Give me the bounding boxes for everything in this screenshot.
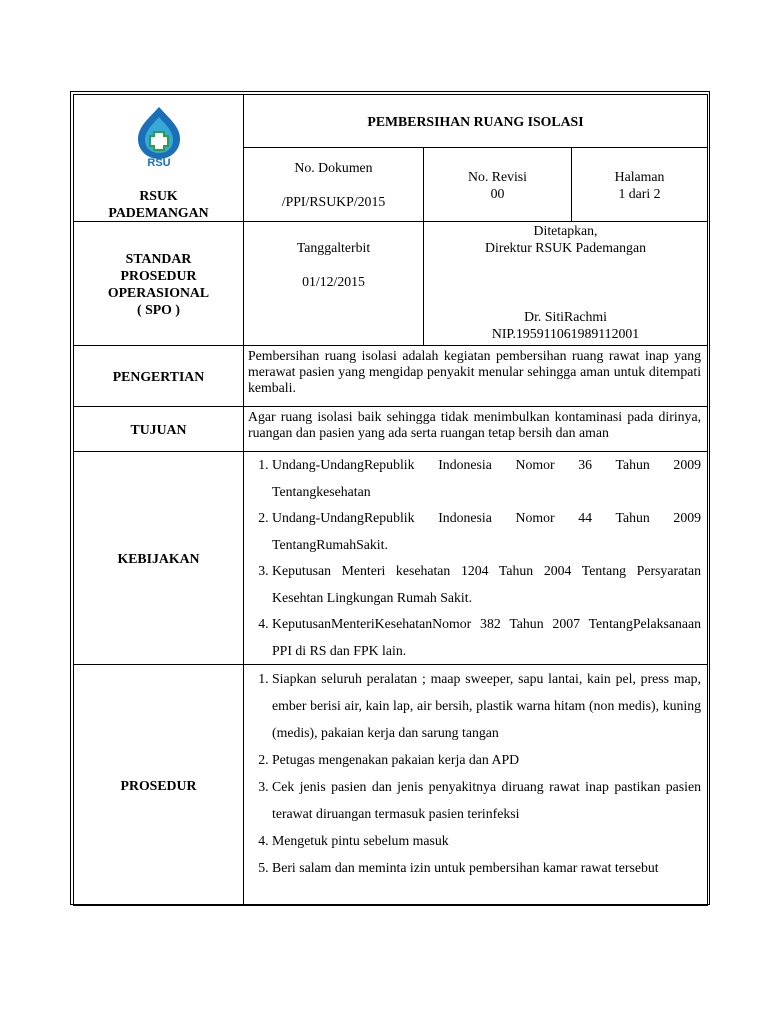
kebijakan-item-1: 1. Undang-UndangRepublik Indonesia Nomor 36 Tahun 2009 Tentangkesehatan bbox=[272, 452, 701, 505]
document-title: PEMBERSIHAN RUANG ISOLASI bbox=[244, 95, 708, 148]
spo-line2: PROSEDUR bbox=[120, 267, 197, 283]
pengertian-label: PENGERTIAN bbox=[74, 346, 244, 407]
no-revisi-label: No. Revisi bbox=[467, 168, 528, 184]
hospital-name-line1: RSUK bbox=[139, 188, 178, 203]
prosedur-item-5: 5. Beri salam dan meminta izin untuk pembersihan kamar rawat tersebut bbox=[272, 854, 701, 881]
spo-line1: STANDAR bbox=[125, 250, 192, 266]
hospital-name-line2: PADEMANGAN bbox=[108, 205, 209, 220]
tanggal-cell bbox=[244, 222, 424, 346]
spo-line4: ( SPO ) bbox=[137, 301, 180, 317]
tujuan-text: Agar ruang isolasi baik sehingga tidak menimbulkan kontaminasi pada dirinya, ruangan dan pasien yang ada serta ruangan tetap bersih dan aman bbox=[244, 407, 708, 452]
halaman-value: 1 dari 2 bbox=[618, 185, 661, 201]
direktur-text: Direktur RSUK Pademangan bbox=[485, 240, 646, 255]
ditetapkan-text: Ditetapkan, bbox=[533, 223, 598, 238]
no-dokumen-value: /PPI/RSUKP/2015 bbox=[281, 194, 386, 209]
spo-label-cell bbox=[74, 222, 244, 346]
signatory-nip: NIP.195911061989112001 bbox=[491, 326, 640, 341]
prosedur-item-1: 1. Siapkan seluruh peralatan ; maap sweeper, sapu lantai, kain pel, press map, ember berisi air, kain lap, air bersih, plastik warna hitam (non medis), kuning (medis), pakaian kerja dan sarung tangan bbox=[272, 665, 701, 746]
prosedur-label: PROSEDUR bbox=[74, 665, 244, 906]
prosedur-item-4: 4. Mengetuk pintu sebelum masuk bbox=[272, 827, 701, 854]
rsu-logo-icon bbox=[124, 103, 194, 167]
kebijakan-cell bbox=[244, 452, 708, 665]
prosedur-cell bbox=[244, 665, 708, 906]
kebijakan-item-2: 2. Undang-UndangRepublik Indonesia Nomor 44 Tahun 2009 TentangRumahSakit. bbox=[272, 505, 701, 558]
document-frame bbox=[70, 91, 710, 905]
tujuan-label: TUJUAN bbox=[74, 407, 244, 452]
spo-table bbox=[73, 94, 708, 906]
no-revisi-value: 00 bbox=[490, 185, 505, 201]
no-dokumen-cell bbox=[244, 148, 424, 222]
prosedur-item-3: 3. Cek jenis pasien dan jenis penyakitnya diruang rawat inap pastikan pasien terawat diruangan termasuk pasien terinfeksi bbox=[272, 773, 701, 827]
no-dokumen-label: No. Dokumen bbox=[294, 160, 373, 175]
no-revisi-cell bbox=[424, 148, 572, 222]
hospital-cell bbox=[74, 95, 244, 222]
spo-line3: OPERASIONAL bbox=[107, 284, 210, 300]
ditetapkan-cell bbox=[424, 222, 708, 346]
halaman-label: Halaman bbox=[614, 168, 665, 184]
tanggal-value: 01/12/2015 bbox=[302, 274, 365, 289]
halaman-cell bbox=[572, 148, 708, 222]
prosedur-item-2: 2. Petugas mengenakan pakaian kerja dan APD bbox=[272, 746, 701, 773]
kebijakan-list bbox=[244, 452, 707, 664]
tanggal-label: Tanggalterbit bbox=[296, 240, 371, 255]
kebijakan-item-3: 3. Keputusan Menteri kesehatan 1204 Tahun 2004 Tentang Persyaratan Kesehtan Lingkungan Rumah Sakit. bbox=[272, 558, 701, 611]
signatory-name: Dr. SitiRachmi bbox=[524, 309, 607, 324]
svg-text:RSU: RSU bbox=[146, 157, 171, 167]
kebijakan-item-4: 4. KeputusanMenteriKesehatanNomor 382 Tahun 2007 TentangPelaksanaan PPI di RS dan FPK lain. bbox=[272, 611, 701, 664]
kebijakan-label: KEBIJAKAN bbox=[74, 452, 244, 665]
pengertian-text: Pembersihan ruang isolasi adalah kegiatan pembersihan ruang rawat inap yang merawat pasien yang mengidap penyakit menular sehingga aman untuk ditempati kembali. bbox=[244, 346, 708, 407]
prosedur-list bbox=[244, 665, 707, 881]
